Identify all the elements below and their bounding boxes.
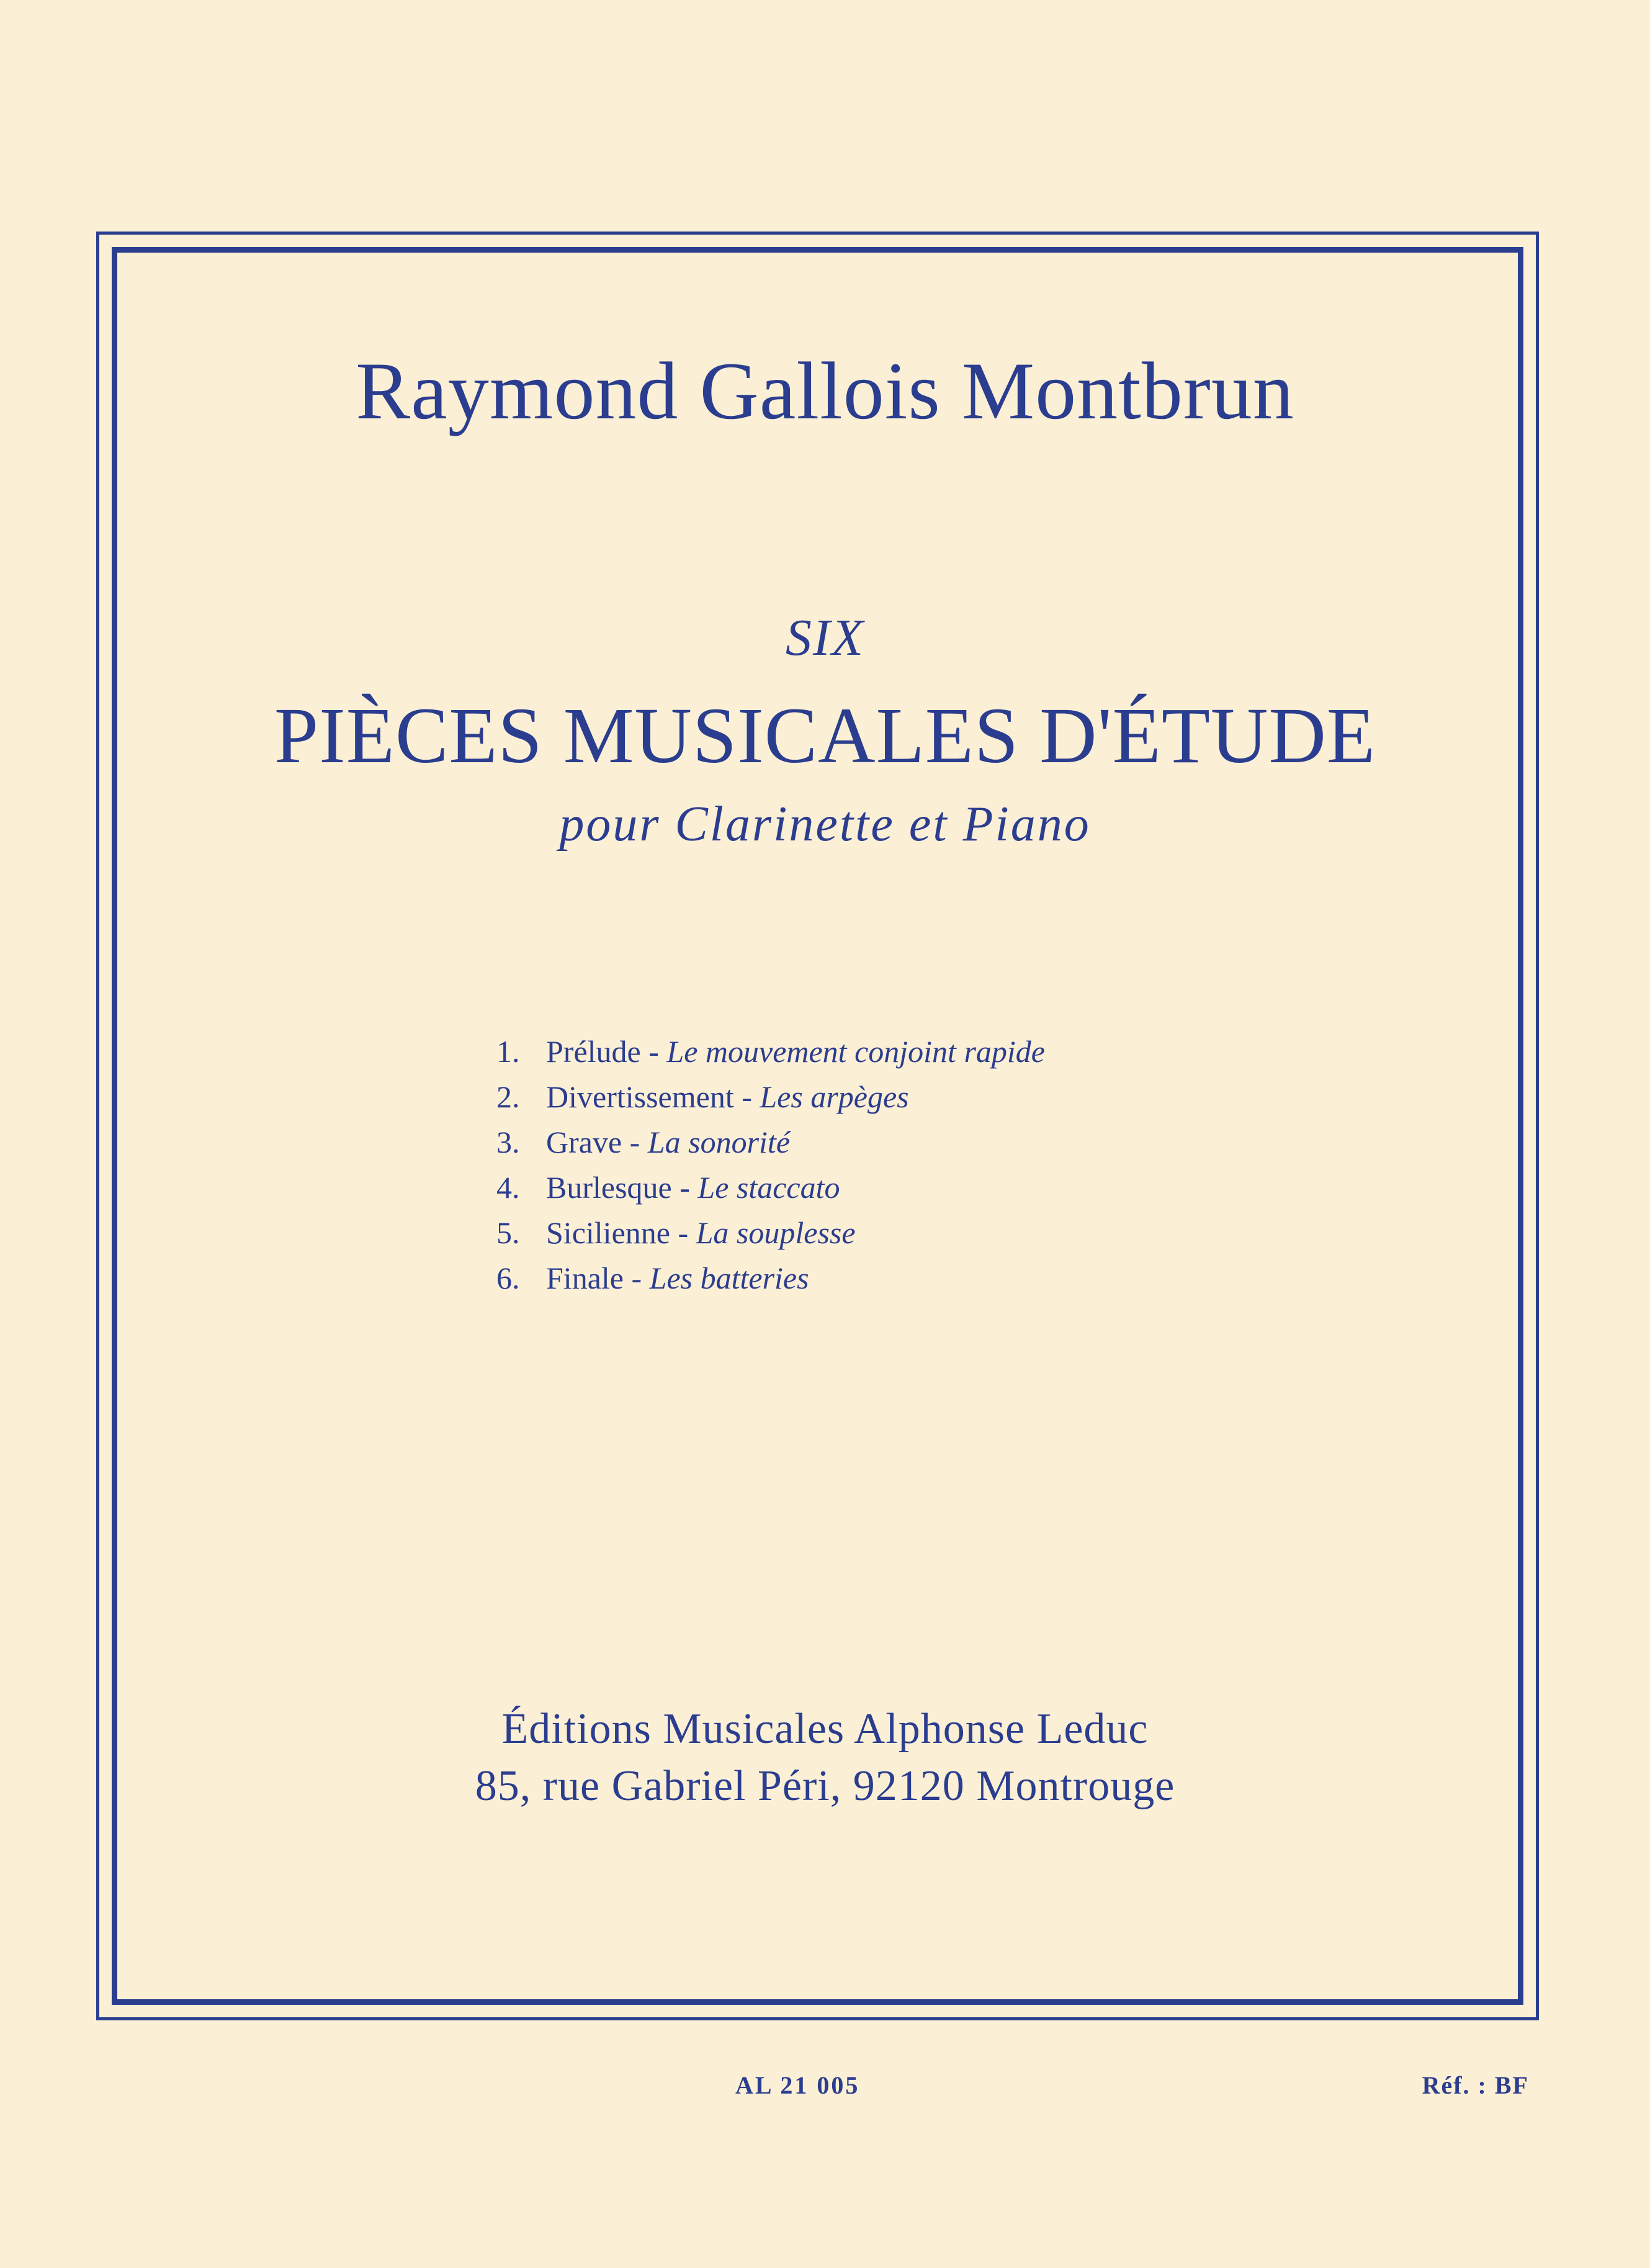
movement-item: 3. Grave - La sonorité: [496, 1120, 1396, 1165]
composer-name: Raymond Gallois Montbrun: [356, 345, 1294, 436]
movement-subtitle: Le staccato: [697, 1170, 840, 1205]
movement-item: 1. Prélude - Le mouvement conjoint rapide: [496, 1029, 1396, 1074]
movement-title: Grave: [546, 1125, 622, 1159]
movement-item: 4. Burlesque - Le staccato: [496, 1165, 1396, 1210]
movement-title: Divertissement: [546, 1079, 734, 1114]
movement-title: Sicilienne: [546, 1215, 670, 1250]
movement-subtitle: La souplesse: [696, 1215, 856, 1250]
movement-title: Burlesque: [546, 1170, 672, 1205]
movement-number: 2.: [496, 1079, 520, 1114]
movement-subtitle: Les arpèges: [760, 1079, 909, 1114]
publisher-name: Éditions Musicales Alphonse Leduc: [501, 1705, 1149, 1753]
movement-number: 1.: [496, 1034, 520, 1069]
instrumentation: pour Clarinette et Piano: [559, 797, 1091, 852]
publisher-address: 85, rue Gabriel Péri, 92120 Montrouge: [475, 1762, 1175, 1810]
publisher-block: [0, 1701, 1650, 1815]
movement-number: 6.: [496, 1261, 520, 1295]
movement-number: 5.: [496, 1215, 520, 1250]
movement-number: 3.: [496, 1125, 520, 1159]
movement-subtitle: Le mouvement conjoint rapide: [666, 1034, 1045, 1069]
movement-subtitle: La sonorité: [647, 1125, 791, 1159]
movement-list: [496, 1029, 1396, 1301]
work-title: PIÈCES MUSICALES D'ÉTUDE: [274, 691, 1376, 780]
movement-number: 4.: [496, 1170, 520, 1205]
title-prefix: SIX: [785, 609, 865, 667]
catalog-number: AL 21 005: [735, 2071, 860, 2099]
movement-title: Prélude: [546, 1034, 641, 1069]
reference-code: Réf. : BF: [1422, 2071, 1529, 2099]
movement-item: 6. Finale - Les batteries: [496, 1256, 1396, 1301]
movement-item: 5. Sicilienne - La souplesse: [496, 1210, 1396, 1256]
movement-item: 2. Divertissement - Les arpèges: [496, 1074, 1396, 1120]
movement-title: Finale: [546, 1261, 624, 1295]
movement-subtitle: Les batteries: [649, 1261, 809, 1295]
